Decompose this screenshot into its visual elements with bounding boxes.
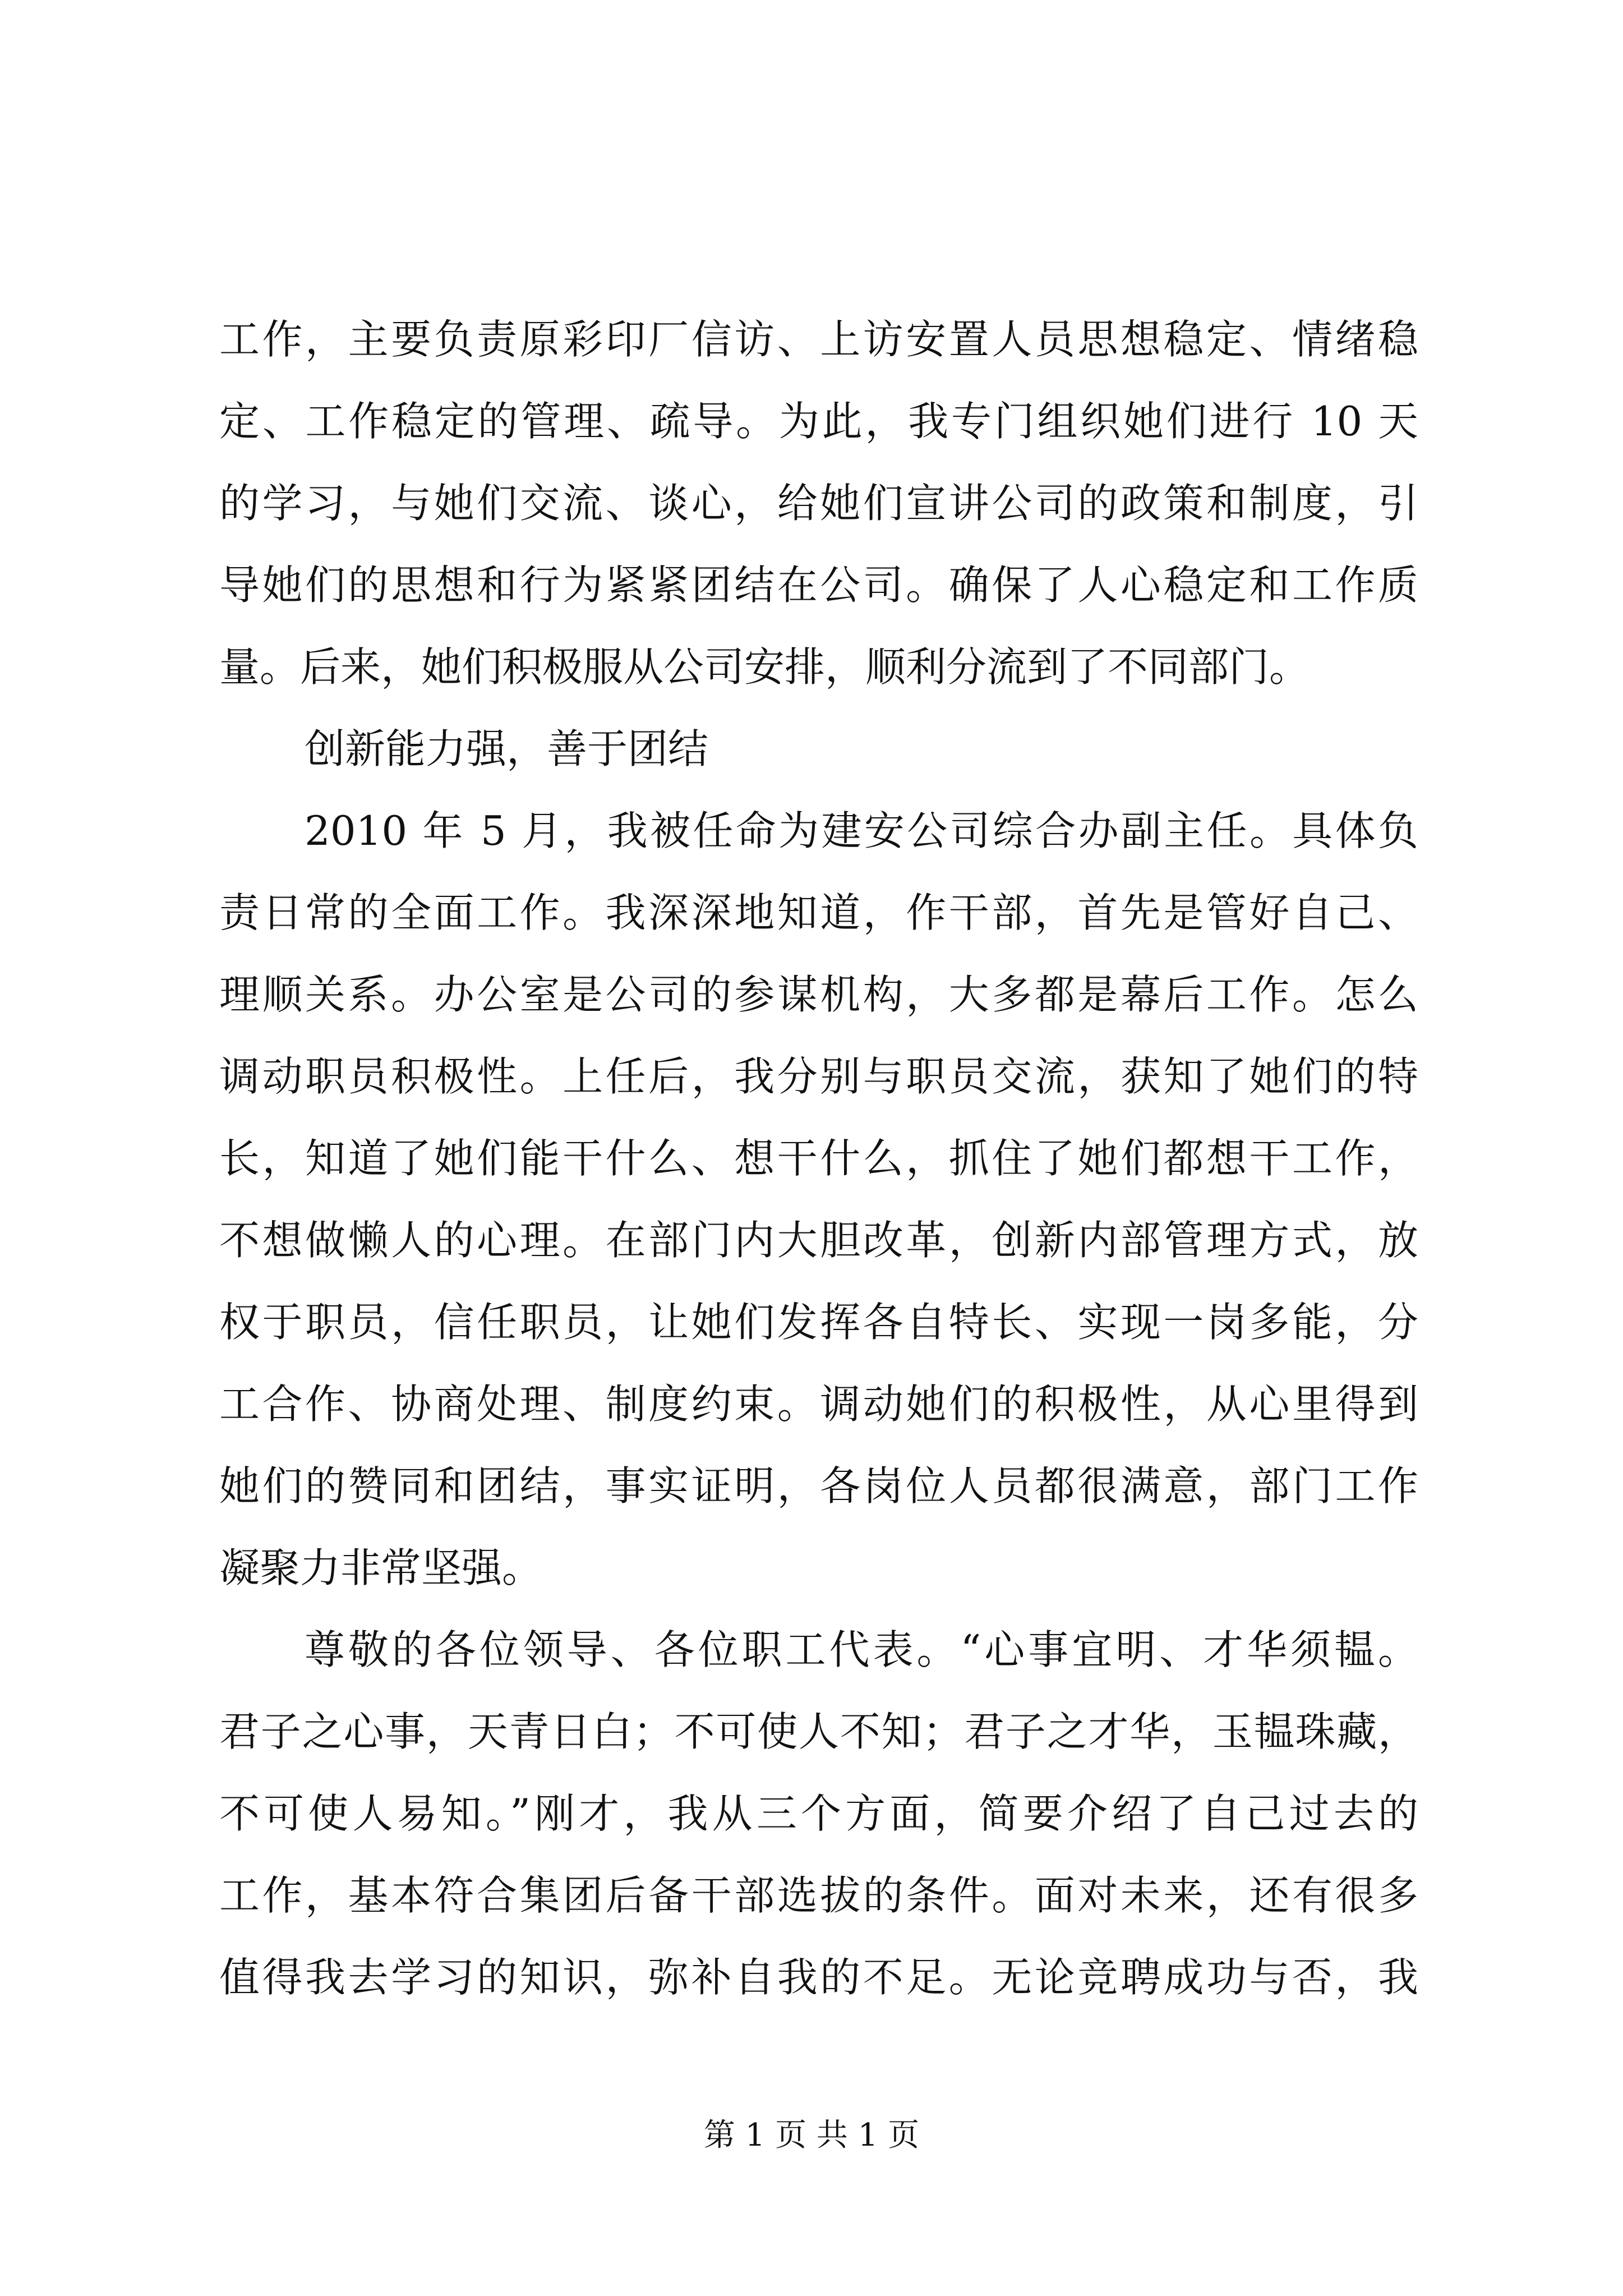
text-line: 2010 年 5 月，我被任命为建安公司综合办副主任。具体负: [305, 807, 1418, 854]
text-line: 凝聚力非常坚强。: [219, 1544, 543, 1591]
paragraph: [219, 790, 1418, 1609]
text-line: 量。后来，她们积极服从公司安排，顺利分流到了不同部门。: [219, 643, 1310, 691]
text-line: 尊敬的各位领导、各位职工代表。“心事宜明、才华须韫。: [305, 1626, 1418, 1673]
text-line: 她们的赞同和团结，事实证明，各岗位人员都很满意，部门工作: [219, 1462, 1418, 1510]
text-line: 权于职员，信任职员，让她们发挥各自特长、实现一岗多能，分: [219, 1299, 1418, 1346]
paragraph: [219, 1609, 1418, 2018]
text-line: 定、工作稳定的管理、疏导。为此，我专门组织她们进行 10 天: [219, 398, 1418, 445]
page-footer: [0, 2116, 1623, 2155]
text-line: 不想做懒人的心理。在部门内大胆改革，创新内部管理方式，放: [219, 1217, 1418, 1264]
text-line: 值得我去学习的知识，弥补自我的不足。无论竞聘成功与否，我: [219, 1954, 1418, 2001]
text-line: 不可使人易知。”刚才，我从三个方面，简要介绍了自己过去的: [219, 1790, 1418, 1837]
text-line: 理顺关系。办公室是公司的参谋机构，大多都是幕后工作。怎么: [219, 971, 1418, 1018]
text-line: 工作，主要负责原彩印厂信访、上访安置人员思想稳定、情绪稳: [219, 316, 1418, 363]
section-heading: [219, 708, 1418, 790]
text-line: 工合作、协商处理、制度约束。调动她们的积极性，从心里得到: [219, 1381, 1418, 1428]
text-line: 导她们的思想和行为紧紧团结在公司。确保了人心稳定和工作质: [219, 562, 1418, 609]
heading-line: 创新能力强，善于团结: [305, 725, 709, 772]
text-line: 工作，基本符合集团后备干部选拔的条件。面对未来，还有很多: [219, 1872, 1418, 1919]
text-line: 君子之心事，天青日白；不可使人不知；君子之才华，玉韫珠藏，: [219, 1708, 1418, 1755]
page-number: 第 1 页 共 1 页: [703, 2117, 920, 2154]
text-line: 责日常的全面工作。我深深地知道，作干部，首先是管好自己、: [219, 889, 1418, 936]
text-line: 长，知道了她们能干什么、想干什么，抓住了她们都想干工作，: [219, 1135, 1418, 1182]
text-line: 调动职员积极性。上任后，我分别与职员交流，获知了她们的特: [219, 1053, 1418, 1100]
text-line: 的学习，与她们交流、谈心，给她们宣讲公司的政策和制度，引: [219, 480, 1418, 527]
document-body: [219, 298, 1418, 2018]
paragraph: [219, 298, 1418, 708]
